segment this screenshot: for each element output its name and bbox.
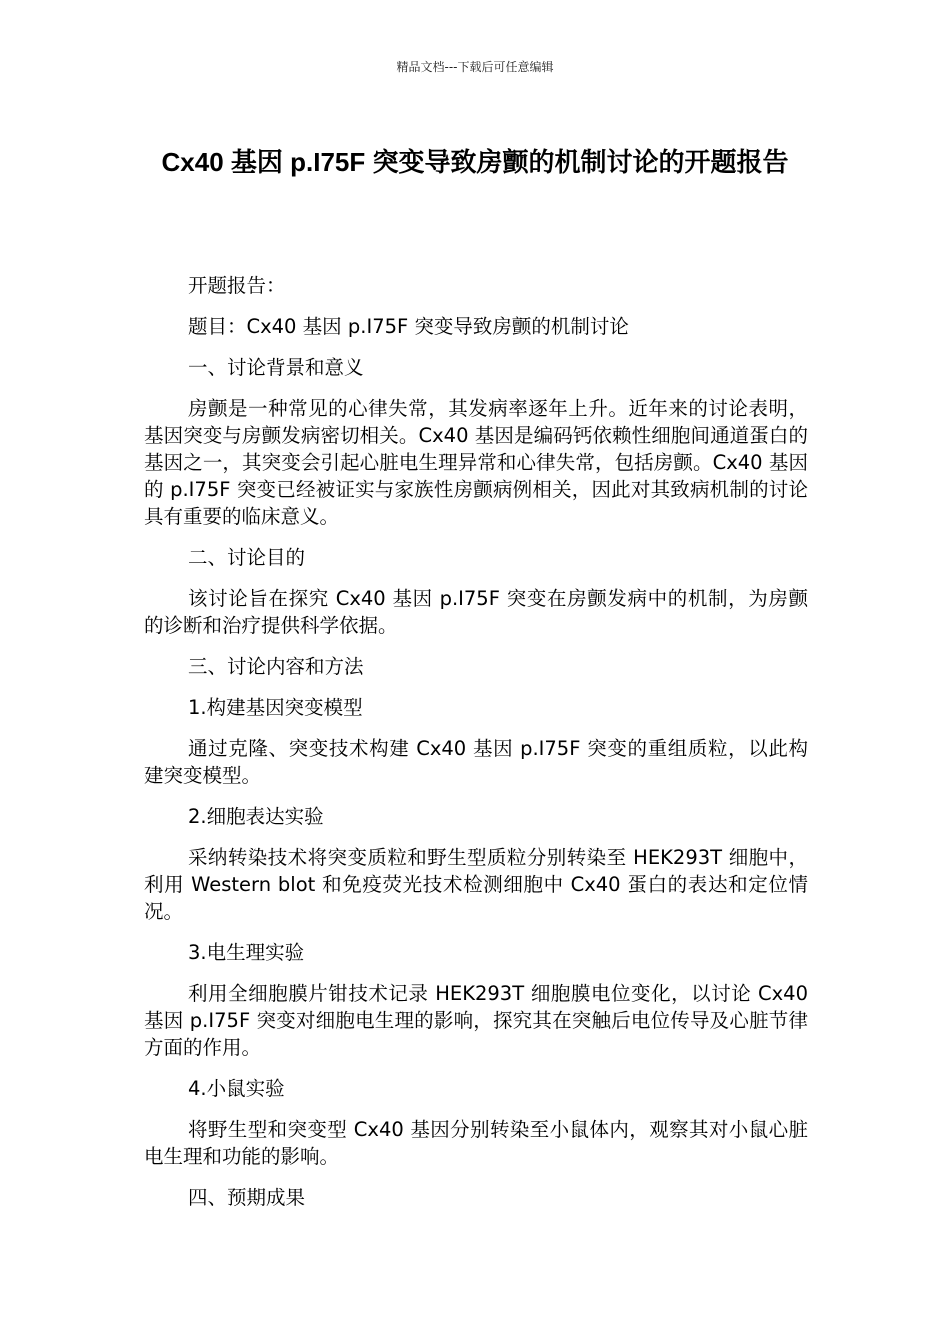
paragraph: 采纳转染技术将突变质粒和野生型质粒分别转染至 HEK293T 细胞中，利用 Western blot 和免疫荧光技术检测细胞中 Cx40 蛋白的表达和定位情况。 (144, 846, 808, 923)
subsection-heading: 2.细胞表达实验 (188, 805, 324, 828)
paragraph: 利用全细胞膜片钳技术记录 HEK293T 细胞膜电位变化，以讨论 Cx40 基因 p.I75F 突变对细胞电生理的影响，探究其在突触后电位传导及心脏节律方面的作用。 (144, 982, 808, 1059)
subsection-heading: 3.电生理实验 (188, 941, 305, 964)
header-note: 精品文档---下载后可任意编辑 (396, 60, 554, 74)
section-heading: 三、讨论内容和方法 (188, 655, 364, 678)
subsection-heading: 1.构建基因突变模型 (188, 696, 363, 719)
section-heading: 一、讨论背景和意义 (188, 356, 364, 379)
paragraph: 开题报告： (188, 274, 286, 297)
paragraph: 将野生型和突变型 Cx40 基因分别转染至小鼠体内，观察其对小鼠心脏电生理和功能的影响。 (144, 1118, 808, 1168)
document-body (144, 272, 808, 1225)
section-heading: 四、预期成果 (188, 1186, 306, 1209)
paragraph: 该讨论旨在探究 Cx40 基因 p.I75F 突变在房颤发病中的机制，为房颤的诊断和治疗提供科学依据。 (144, 587, 808, 637)
subsection-heading: 4.小鼠实验 (188, 1077, 285, 1100)
paragraph: 房颤是一种常见的心律失常，其发病率逐年上升。近年来的讨论表明，基因突变与房颤发病密切相关。Cx40 基因是编码钙依赖性细胞间通道蛋白的基因之一，其突变会引起心脏电生理异常和心律失常，包括房颤。Cx40 基因的 p.I75F 突变已经被证实与家族性房颤病例相关，因此对其致病机制的讨论具有重要的临床意义。 (144, 397, 808, 528)
paragraph: 题目：Cx40 基因 p.I75F 突变导致房颤的机制讨论 (188, 315, 629, 338)
document-title: Cx40 基因 p.I75F 突变导致房颤的机制讨论的开题报告 (161, 147, 789, 177)
section-heading: 二、讨论目的 (188, 546, 306, 569)
paragraph: 通过克隆、突变技术构建 Cx40 基因 p.I75F 突变的重组质粒，以此构建突变模型。 (144, 737, 808, 787)
